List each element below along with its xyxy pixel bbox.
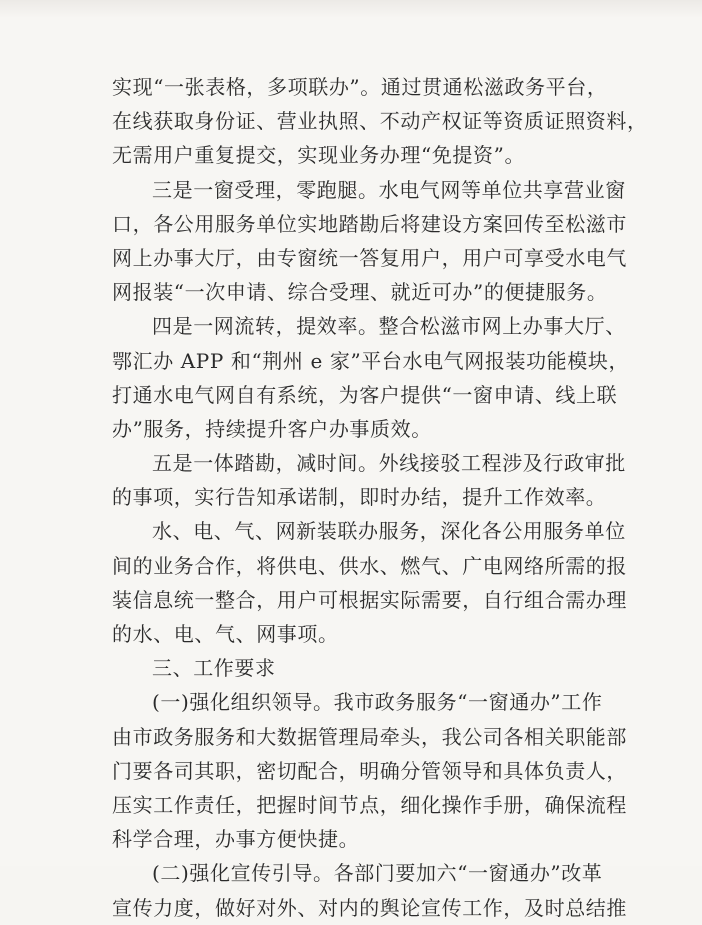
paragraph-one-window-acceptance	[112, 173, 627, 310]
text-line: 办”服务，持续提升客户办事质效。	[112, 416, 432, 441]
text-line: 三是一窗受理，零跑腿。水电气网等单位共享营业窗	[152, 177, 626, 202]
text-line: 水、电、气、网新装联办服务，深化各公用服务单位	[152, 519, 626, 544]
text-line: 打通水电气网自有系统，为客户提供“一窗申请、线上联	[112, 382, 618, 407]
text-line: (一)强化组织领导。我市政务服务“一窗通办”工作	[152, 690, 603, 715]
section-heading: 三、工作要求	[152, 656, 276, 681]
paragraph-organizational-leadership	[112, 685, 627, 856]
text-line: 门要各司其职，密切配合，明确分管领导和具体负责人，	[112, 758, 627, 783]
text-line: 无需用户重复提交，实现业务办理“免提资”。	[112, 143, 526, 168]
text-line: 鄂汇办 APP 和“荆州 e 家”平台水电气网报装功能模块，	[112, 348, 630, 373]
text-line: (二)强化宣传引导。各部门要加六“一窗通办”改革	[152, 861, 603, 886]
text-line: 网上办事大厅，由专窗统一答复用户，用户可享受水电气	[112, 245, 627, 270]
document-body	[112, 70, 648, 925]
text-line: 口，各公用服务单位实地踏勘后将建设方案回传至松滋市	[112, 211, 627, 236]
paragraph-one-window-form	[112, 70, 648, 173]
text-line: 网报装“一次申请、综合受理、就近可办”的便捷服务。	[112, 280, 608, 305]
paragraph-joint-installation	[112, 514, 627, 651]
paragraph-integrated-survey	[112, 446, 626, 514]
text-line: 五是一体踏勘，减时间。外线接驳工程涉及行政审批	[152, 451, 626, 476]
text-line: 的事项，实行告知承诺制，即时办结，提升工作效率。	[112, 485, 607, 510]
text-line: 宣传力度，做好对外、对内的舆论宣传工作，及时总结推	[112, 895, 627, 920]
text-line: 实现“一张表格，多项联办”。通过贯通松滋政务平台，	[112, 75, 608, 99]
text-line: 由市政务服务和大数据管理局牵头，我公司各相关职能部	[112, 724, 627, 749]
text-line: 间的业务合作，将供电、供水、燃气、广电网络所需的报	[112, 553, 627, 578]
text-line: 科学合理，办事方便快捷。	[112, 827, 360, 852]
text-line: 装信息统一整合，用户可根据实际需要，自行组合需办理	[112, 587, 627, 612]
scan-top-edge	[0, 0, 702, 18]
paragraph-publicity-guidance	[112, 856, 627, 924]
text-line: 四是一网流转，提效率。整合松滋市网上办事大厅、	[152, 314, 626, 339]
text-line: 在线获取身份证、营业执照、不动产权证等资质证照资料，	[112, 109, 648, 134]
text-line: 压实工作责任，把握时间节点，细化操作手册，确保流程	[112, 792, 627, 817]
section-heading-work-requirements	[112, 651, 592, 685]
text-line: 的水、电、气、网事项。	[112, 622, 339, 646]
paragraph-one-network-flow	[112, 309, 630, 446]
